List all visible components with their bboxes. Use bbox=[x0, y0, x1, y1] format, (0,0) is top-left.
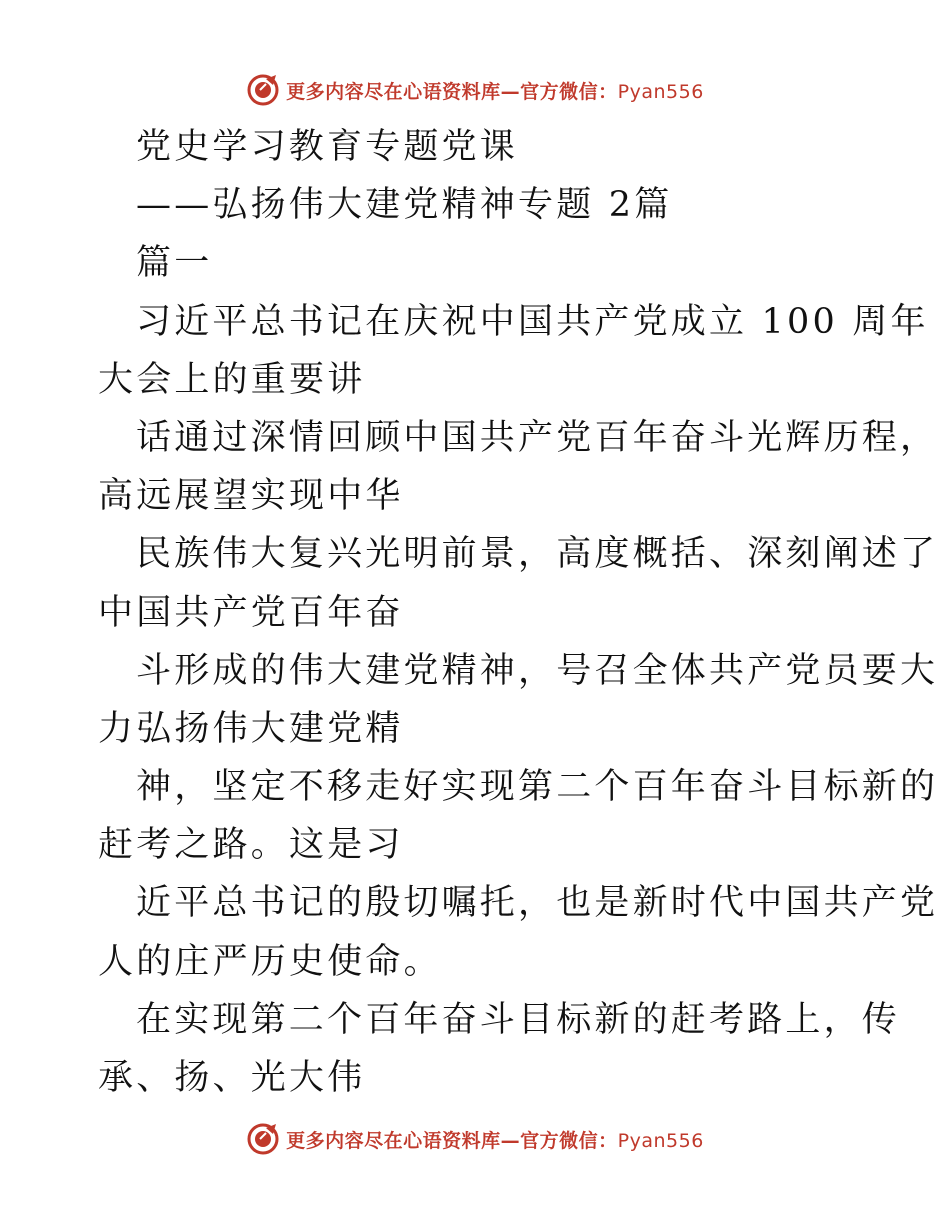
document-title: 党史学习教育专题党课 bbox=[136, 127, 519, 167]
pen-nib-circle-logo-icon bbox=[246, 1122, 280, 1156]
text-line: 力弘扬伟大建党精 bbox=[98, 708, 404, 749]
banner-text bbox=[286, 1126, 704, 1153]
banner-promo-text: 更多内容尽在心语资料库—官方微信： bbox=[286, 80, 618, 103]
pen-nib-circle-logo-icon bbox=[246, 73, 280, 107]
text-line: 承、扬、光大伟 bbox=[98, 1058, 366, 1098]
text-line: 民族伟大复兴光明前景，高度概括、深刻阐述了 bbox=[136, 534, 939, 575]
header-banner bbox=[0, 70, 950, 110]
document-body bbox=[98, 118, 939, 1107]
text-line: 话通过深情回顾中国共产党百年奋斗光辉历程， bbox=[136, 417, 939, 458]
text-line: 高远展望实现中华 bbox=[98, 476, 404, 517]
text-line: 在实现第二个百年奋斗目标新的赶考路上，传 bbox=[136, 999, 901, 1040]
banner-text bbox=[286, 77, 704, 104]
banner-promo-text: 更多内容尽在心语资料库—官方微信： bbox=[286, 1129, 618, 1152]
text-line: 人的庄严历史使命。 bbox=[98, 941, 442, 982]
banner-wechat-id: Pyan556 bbox=[617, 80, 704, 103]
document-subtitle: ——弘扬伟大建党精神专题 2篇 bbox=[136, 185, 673, 226]
text-line: 大会上的重要讲 bbox=[98, 359, 366, 400]
text-line: 近平总书记的殷切嘱托，也是新时代中国共产党 bbox=[136, 883, 939, 924]
footer-banner bbox=[0, 1119, 950, 1159]
text-line: 神，坚定不移走好实现第二个百年奋斗目标新的 bbox=[136, 767, 939, 808]
text-line: 斗形成的伟大建党精神，号召全体共产党员要大 bbox=[136, 650, 939, 691]
text-line: 篇一 bbox=[136, 243, 213, 284]
text-line: 中国共产党百年奋 bbox=[98, 592, 404, 633]
banner-wechat-id: Pyan556 bbox=[617, 1129, 704, 1152]
text-line: 习近平总书记在庆祝中国共产党成立 100 周年 bbox=[136, 301, 929, 342]
text-line: 赶考之路。这是习 bbox=[98, 825, 404, 866]
